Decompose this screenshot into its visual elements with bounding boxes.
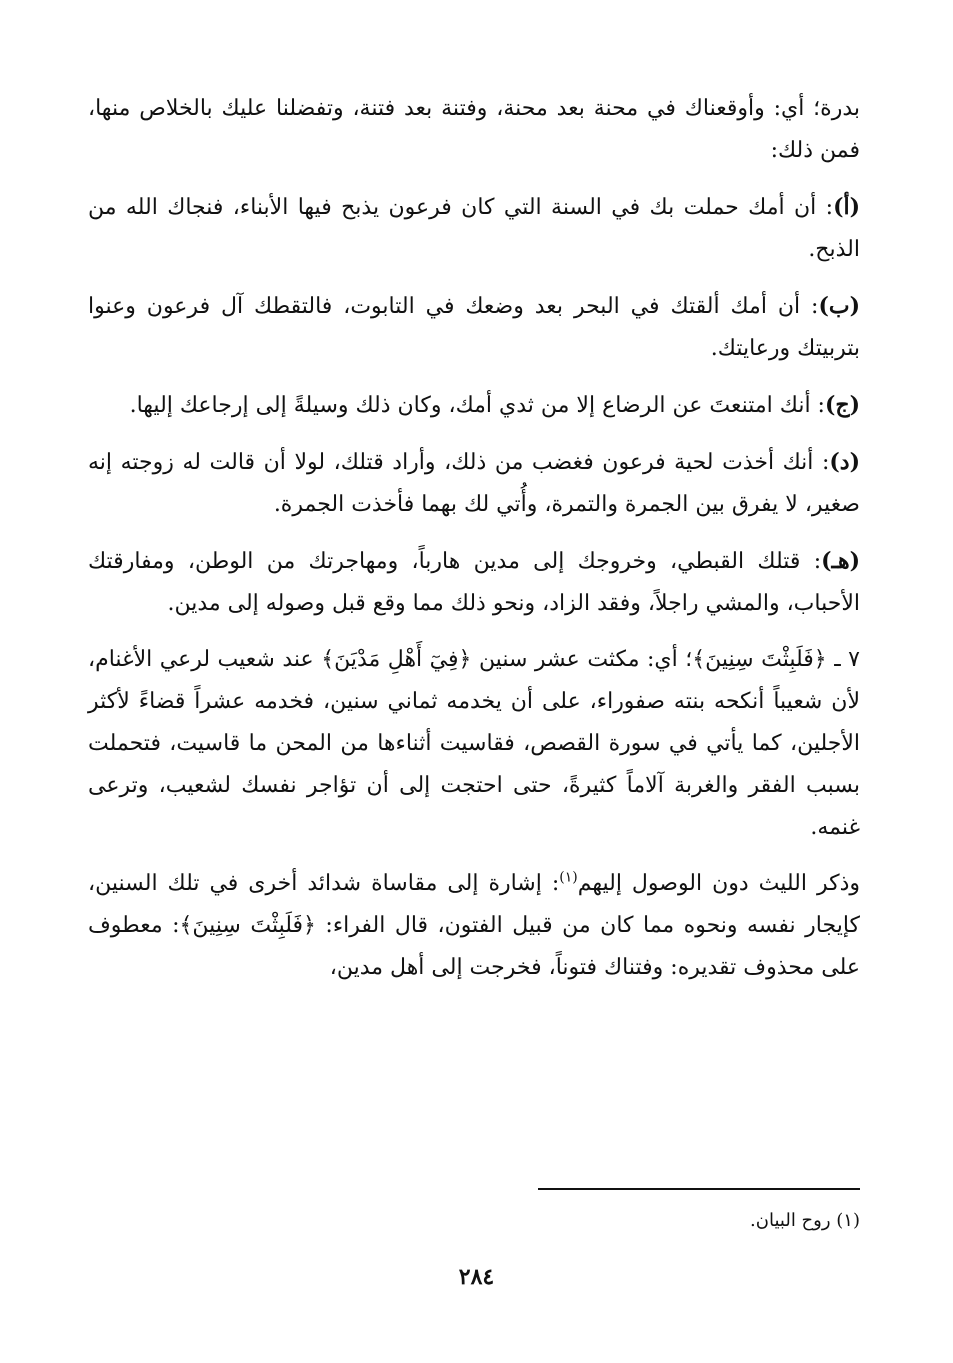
- paragraph-item-b: [88, 285, 860, 370]
- paragraph-verse-7: [88, 639, 860, 849]
- paragraph-text: : قتلك القبطي، وخروجك إلى مدين هارباً، ومهاجرتك من الوطن، ومفارقتك الأحباب، والمشي راجلاً، وفقد الزاد، ونحو ذلك مما وقع قبل وصوله إلى مدين.: [88, 549, 860, 616]
- paragraph-item-d: [88, 441, 860, 526]
- footnote: (١) روح البيان.: [750, 1210, 860, 1231]
- paragraph-item-a: [88, 186, 860, 271]
- item-label: (د): [829, 449, 861, 475]
- paragraph-text: : أنك امتنعتَ عن الرضاع إلا من ثدي أمك، وكان ذلك وسيلةً إلى إرجاعك إليها.: [129, 393, 825, 418]
- page-number: ٢٨٤: [458, 1264, 495, 1290]
- item-label: (أ): [833, 194, 860, 220]
- paragraph-text: بدرة؛ أي: وأوقعناك في محنة بعد محنة، وفتنة بعد فتنة، وتفضلنا عليك بالخلاص منها، فمن ذلك:: [88, 96, 860, 163]
- footnote-reference[interactable]: (١): [559, 869, 578, 886]
- item-label: (هـ): [821, 548, 860, 574]
- item-label: (ب): [818, 293, 860, 319]
- paragraph-item-e: [88, 540, 860, 625]
- paragraph-text-continued: : إشارة إلى مقاساة شدائد أخرى في تلك السنين، كإيجار نفسه ونحوه مما كان من قبيل الفتون، قال الفراء: ﴿فَلَبِثْتَ سِنِينَ﴾: معطوف على محذوف تقديره: وفتناك فتوناً، فخرجت إلى أهل مدين،: [88, 871, 860, 980]
- page-body: [88, 88, 860, 1003]
- item-label: (ج): [824, 392, 860, 418]
- paragraph-text: : أنك أخذت لحية فرعون فغضب من ذلك، وأراد قتلك، لولا أن قالت له زوجته إنه صغير، لا يفرق بين الجمرة والتمرة، وأُتي لك بهما فأخذت الجمرة.: [88, 450, 860, 517]
- paragraph-text: وذكر الليث دون الوصول إليهم: [577, 871, 860, 896]
- paragraph-item-c: [88, 384, 860, 427]
- paragraph-text: : أن أمك حملت بك في السنة التي كان فرعون يذبح فيها الأبناء، فنجاك الله من الذبح.: [88, 195, 860, 262]
- paragraph-intro: [88, 88, 860, 172]
- paragraph-commentary: [88, 863, 860, 989]
- paragraph-text: ٧ ـ ﴿فَلَبِثْتَ سِنِينَ﴾؛ أي: مكثت عشر سنين ﴿فِيٓ أَهْلِ مَدْيَنَ﴾ عند شعيب لرعي الأغنام، لأن شعيباً أنكحه بنته صفوراء، على أن يخدمه ثماني سنين، فخدمه عشراً قضاءً لأكثر الأجلين، كما يأتي في سورة القصص، فقاسيت أثناءها من المحن ما قاسيت، فتحملت بسبب الفقر والغربة آلاماً كثيرةً، حتى احتجت إلى أن تؤاجر نفسك لشعيب، وترعى غنمه.: [88, 647, 860, 840]
- footnote-divider: [538, 1188, 860, 1190]
- paragraph-text: : أن أمك ألقتك في البحر بعد وضعك في التابوت، فالتقطك آل فرعون وعنوا بتربيتك ورعايتك.: [88, 294, 860, 361]
